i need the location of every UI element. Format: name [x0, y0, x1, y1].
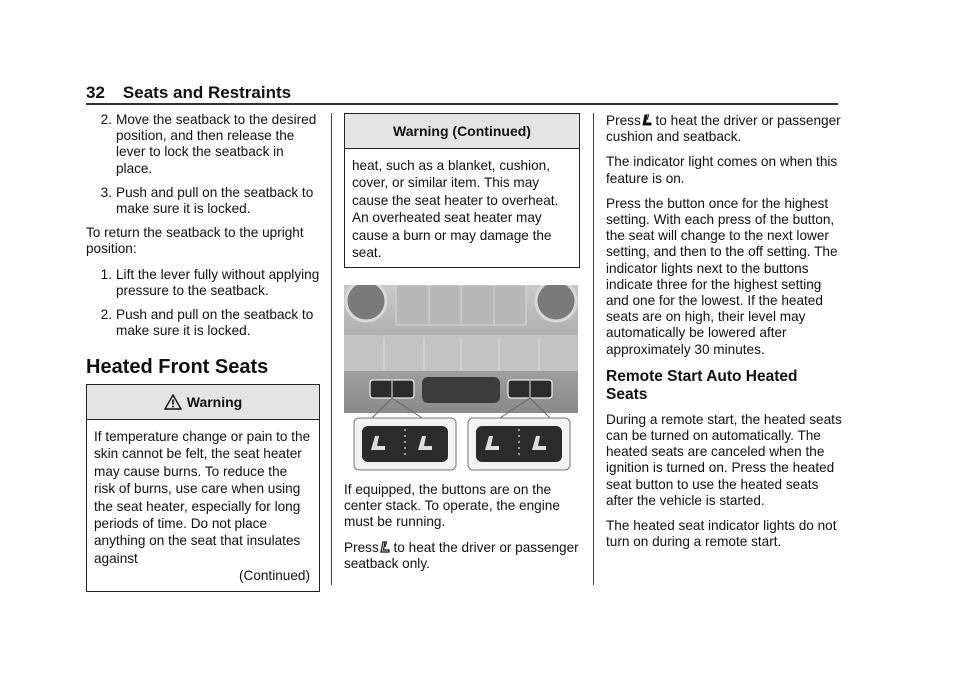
cushion-heat-text [606, 113, 842, 145]
step-3a [86, 185, 322, 217]
step-text: Move the seatback to the desired position, and then release the lever to lock the seatback in place. [116, 112, 317, 176]
warning-continued-title: Warning (Continued) [393, 123, 531, 139]
warning-continued-header [345, 114, 579, 149]
warning-header [87, 385, 319, 420]
subsection-title: Remote Start Auto Heated Seats [606, 367, 798, 403]
column-3 [606, 113, 842, 559]
warning-continued-box [344, 113, 580, 268]
remote-start-indicator-text: The heated seat indicator lights do not turn on during a remote start. [606, 518, 837, 550]
step-text: Push and pull on the seatback to make sure it is locked. [116, 307, 314, 339]
step-1b [86, 267, 322, 299]
settings-text: Press the button once for the highest setting. With each press of the button, the seat will change to the next lower setting, and then to the off setting. The indicator lights next to the buttons indicate three for the highest setting and one for the lowest. If the heated seats are on high, their level may automatically be lowered after approximately 30 minutes. [606, 195, 838, 357]
column-1 [86, 112, 322, 392]
step-text: Push and pull on the seatback to make sure it is locked. [116, 184, 314, 217]
warning-text: If temperature change or pain to the skin cannot be felt, the seat heater may cause burns. To reduce the risk of burns, use care when using the seat heater, especially for long periods of time. Do not place anything on the seat that insulates against [94, 429, 311, 566]
warning-body [87, 420, 319, 591]
column-divider-left [331, 113, 332, 585]
return-intro: To return the seatback to the upright position: [86, 225, 304, 257]
heated-cushion-seatback-icon [641, 113, 652, 127]
remote-start-text: During a remote start, the heated seats can be turned on automatically. The heated seats are canceled when the ignition is turned on. Press the heated seat button to use the heated seats after the vehicle is started. [606, 411, 842, 508]
step-text: Lift the lever fully without applying pressure to the seatback. [116, 266, 320, 298]
step-number: 2. [100, 307, 112, 323]
header-rule [86, 103, 838, 105]
buttons-location-text: If equipped, the buttons are on the center stack. To operate, the engine must be running. [344, 482, 560, 530]
step-number: 3. [100, 184, 112, 200]
step-number: 1. [100, 266, 112, 282]
page-header [86, 83, 291, 103]
step-2b [86, 307, 322, 339]
warning-continued-body: heat, such as a blanket, cushion, cover, or similar item. This may cause the seat heater to overheat. An overheated seat heater may cause a burn or may damage the seat. [352, 158, 559, 261]
cushion-heat-desc: to heat the driver or passenger cushion and seatback. [606, 113, 841, 145]
column-2-text [344, 482, 580, 581]
indicator-text: The indicator light comes on when this feature is on. [606, 154, 838, 186]
continued-label: (Continued) [238, 568, 310, 584]
seatback-heat-text [344, 540, 580, 572]
seatback-heat-desc: to heat the driver or passenger seatback only. [344, 539, 579, 571]
warning-box [86, 384, 320, 592]
center-stack-photo [344, 285, 578, 471]
step-number: 2. [100, 112, 112, 127]
step-2a [86, 112, 322, 177]
warning-triangle-icon [164, 394, 182, 410]
press-label: Press [606, 113, 641, 128]
column-divider-right [593, 113, 594, 585]
section-title: Heated Front Seats [86, 356, 269, 379]
page-number: 32 [86, 83, 105, 102]
press-label: Press [344, 539, 379, 555]
warning-title: Warning [186, 394, 243, 410]
page-section-title: Seats and Restraints [122, 83, 292, 102]
heated-seatback-icon [379, 540, 390, 554]
